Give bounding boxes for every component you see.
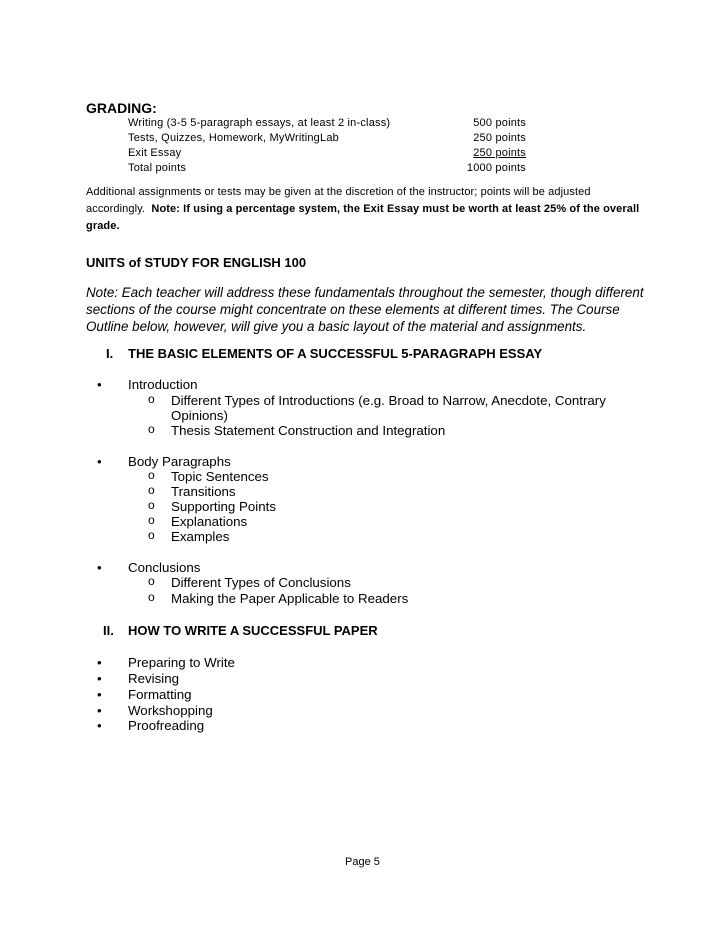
bullet-icon: • (97, 671, 102, 686)
circle-bullet-icon: o (148, 528, 155, 542)
list-item-label: Conclusions (128, 560, 201, 575)
grading-row (128, 147, 526, 162)
grading-heading: GRADING: (86, 100, 157, 116)
grading-row-points: 250 points (473, 132, 526, 144)
circle-bullet-icon: o (148, 574, 155, 588)
grading-row-label: Writing (3-5 5-paragraph essays, at least 2 in-class) (128, 117, 391, 129)
grading-row-points: 500 points (473, 117, 526, 129)
list-item-label: Revising (128, 671, 179, 686)
sub-list-item-label: Topic Sentences (171, 469, 269, 484)
circle-bullet-icon: o (148, 590, 155, 604)
sub-list-item-label: Explanations (171, 514, 248, 529)
circle-bullet-icon: o (148, 513, 155, 527)
sub-list-item-label: Thesis Statement Construction and Integration (171, 423, 446, 438)
grading-row-points: 250 points (473, 147, 526, 159)
bullet-icon: • (97, 377, 102, 392)
bullet-icon: • (97, 655, 102, 670)
list-item-label: Introduction (128, 377, 198, 392)
section-1-title: THE BASIC ELEMENTS OF A SUCCESSFUL 5-PARAGRAPH ESSAY (128, 346, 543, 361)
grading-note (86, 184, 646, 235)
circle-bullet-icon: o (148, 392, 155, 406)
sub-list-item-label: Making the Paper Applicable to Readers (171, 591, 409, 606)
sub-list-item-label: Different Types of Conclusions (171, 575, 351, 590)
grading-row-label: Exit Essay (128, 147, 182, 159)
circle-bullet-icon: o (148, 483, 155, 497)
section-1-number: I. (106, 346, 114, 361)
bullet-icon: • (97, 718, 102, 733)
grading-row (128, 117, 526, 132)
grading-row (128, 132, 526, 147)
sub-list-item-label: Examples (171, 529, 230, 544)
bullet-icon: • (97, 560, 102, 575)
grading-row-label: Total points (128, 162, 187, 174)
units-intro: Note: Each teacher will address these fundamentals throughout the semester, though different sections of the course might concentrate on these elements at different times. The Course Outline below, however, will give you a basic layout of the material and assignments. (86, 285, 644, 334)
sub-list-item-label: Different Types of Introductions (e.g. Broad to Narrow, Anecdote, Contrary Opinions) (171, 393, 606, 423)
list-item-label: Formatting (128, 687, 192, 702)
grading-row-points: 1000 points (466, 162, 526, 174)
list-item-label: Proofreading (128, 718, 205, 733)
list-item-label: Preparing to Write (128, 655, 235, 670)
units-heading: UNITS of STUDY FOR ENGLISH 100 (86, 255, 307, 270)
grading-note-text: Additional assignments or tests may be given at the discretion of the instructor; points will be adjusted accordingly. (86, 186, 591, 215)
section-2-number: II. (103, 623, 114, 638)
section-2-title: HOW TO WRITE A SUCCESSFUL PAPER (128, 623, 378, 638)
page-number: Page 5 (345, 856, 380, 868)
circle-bullet-icon: o (148, 498, 155, 512)
bullet-icon: • (97, 703, 102, 718)
list-item-label: Workshopping (128, 703, 213, 718)
circle-bullet-icon: o (148, 422, 155, 436)
bullet-icon: • (97, 454, 102, 469)
sub-list-item-label: Transitions (171, 484, 236, 499)
circle-bullet-icon: o (148, 468, 155, 482)
list-item-label: Body Paragraphs (128, 454, 231, 469)
grading-note-bold: Note: If using a percentage system, the Exit Essay must be worth at least 25% of the overall grade. (86, 203, 640, 232)
bullet-icon: • (97, 687, 102, 702)
grading-total-row (128, 162, 526, 177)
sub-list-item-label: Supporting Points (171, 499, 276, 514)
grading-row-label: Tests, Quizzes, Homework, MyWritingLab (128, 132, 339, 144)
